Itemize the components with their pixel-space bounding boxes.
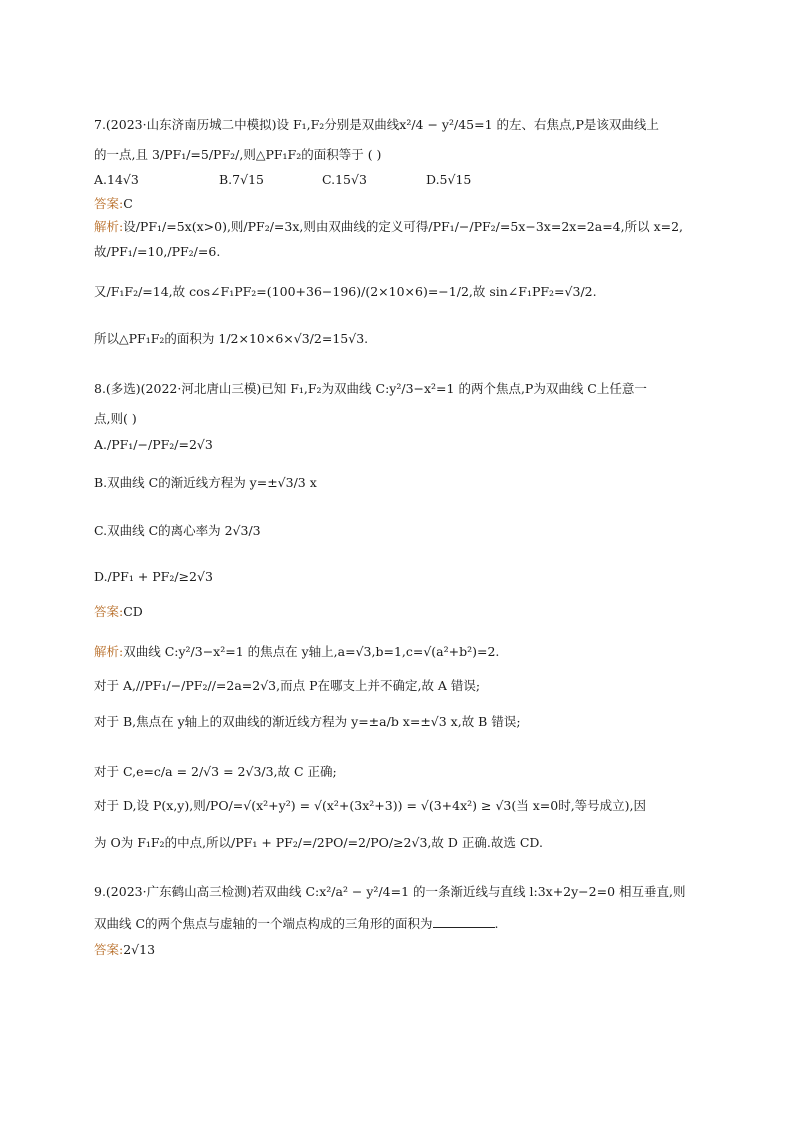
q8-analysis-line6: 为 O为 F₁F₂的中点,所以/PF₁ + PF₂/=/2PO/=2/PO/≥2√3,故 D 正确.故选 CD. xyxy=(94,835,543,850)
analysis-label: 解析: xyxy=(94,644,124,659)
q7-option-d: D.5√15 xyxy=(426,172,472,187)
answer-value: C xyxy=(123,196,133,211)
answer-label: 答案: xyxy=(94,604,124,619)
q7-analysis-line3: 又/F₁F₂/=14,故 cos∠F₁PF₂=(100+36−196)/(2×10×6)=−1/2,故 sin∠F₁PF₂=√3/2. xyxy=(94,284,597,299)
q8-analysis-line1 xyxy=(94,643,499,661)
q8-option-a: A./PF₁/−/PF₂/=2√3 xyxy=(94,437,213,452)
q8-analysis-line4: 对于 C,e=c/a = 2/√3 = 2√3/3,故 C 正确; xyxy=(94,764,337,779)
q8-option-b: B.双曲线 C的渐近线方程为 y=±√3/3 x xyxy=(94,475,317,490)
analysis-label: 解析: xyxy=(94,219,124,234)
q8-option-d: D./PF₁ + PF₂/≥2√3 xyxy=(94,569,213,584)
answer-label: 答案: xyxy=(94,196,124,211)
q9-stem-line1: 9.(2023·广东鹤山高三检测)若双曲线 C:x²/a² − y²/4=1 的一条渐近线与直线 l:3x+2y−2=0 相互垂直,则 xyxy=(94,884,686,899)
q9-stem-line2 xyxy=(94,915,499,933)
answer-label: 答案: xyxy=(94,942,124,957)
q7-stem-line1: 7.(2023·山东济南历城二中模拟)设 F₁,F₂分别是双曲线x²/4 − y²/45=1 的左、右焦点,P是该双曲线上 xyxy=(94,117,659,132)
q8-analysis-line5: 对于 D,设 P(x,y),则/PO/=√(x²+y²) = √(x²+(3x²+3)) = √(3+4x²) ≥ √3(当 x=0时,等号成立),因 xyxy=(94,798,647,813)
answer-blank xyxy=(433,915,495,928)
q8-option-c: C.双曲线 C的离心率为 2√3/3 xyxy=(94,523,261,538)
q7-option-b: B.7√15 xyxy=(219,172,264,187)
q7-analysis-line4: 所以△PF₁F₂的面积为 1/2×10×6×√3/2=15√3. xyxy=(94,331,369,346)
answer-value: 2√13 xyxy=(123,942,156,957)
q7-option-a: A.14√3 xyxy=(94,172,139,187)
q7-answer xyxy=(94,195,133,213)
q7-analysis-line1 xyxy=(94,218,683,236)
q7-stem-line2: 的一点,且 3/PF₁/=5/PF₂/,则△PF₁F₂的面积等于 ( ) xyxy=(94,147,382,162)
q8-analysis-line3: 对于 B,焦点在 y轴上的双曲线的渐近线方程为 y=±a/b x=±√3 x,故 B 错误; xyxy=(94,714,521,729)
answer-value: CD xyxy=(123,604,143,619)
analysis-text: 双曲线 C:y²/3−x²=1 的焦点在 y轴上,a=√3,b=1,c=√(a²+b²)=2. xyxy=(123,644,500,659)
q8-stem-line2: 点,则( ) xyxy=(94,411,137,426)
q9-answer xyxy=(94,941,155,959)
q8-answer xyxy=(94,603,143,621)
q7-analysis-line2: 故/PF₁/=10,/PF₂/=6. xyxy=(94,244,221,259)
analysis-text: 设/PF₁/=5x(x>0),则/PF₂/=3x,则由双曲线的定义可得/PF₁/−/PF₂/=5x−3x=2x=2a=4,所以 x=2, xyxy=(123,219,684,234)
period: . xyxy=(494,916,499,931)
q8-stem-line1: 8.(多选)(2022·河北唐山三模)已知 F₁,F₂为双曲线 C:y²/3−x²=1 的两个焦点,P为双曲线 C上任意一 xyxy=(94,381,647,396)
q7-option-c: C.15√3 xyxy=(322,172,367,187)
q9-stem-text: 双曲线 C的两个焦点与虚轴的一个端点构成的三角形的面积为 xyxy=(94,916,433,931)
q8-analysis-line2: 对于 A,//PF₁/−/PF₂//=2a=2√3,而点 P在哪支上并不确定,故 A 错误; xyxy=(94,678,481,693)
